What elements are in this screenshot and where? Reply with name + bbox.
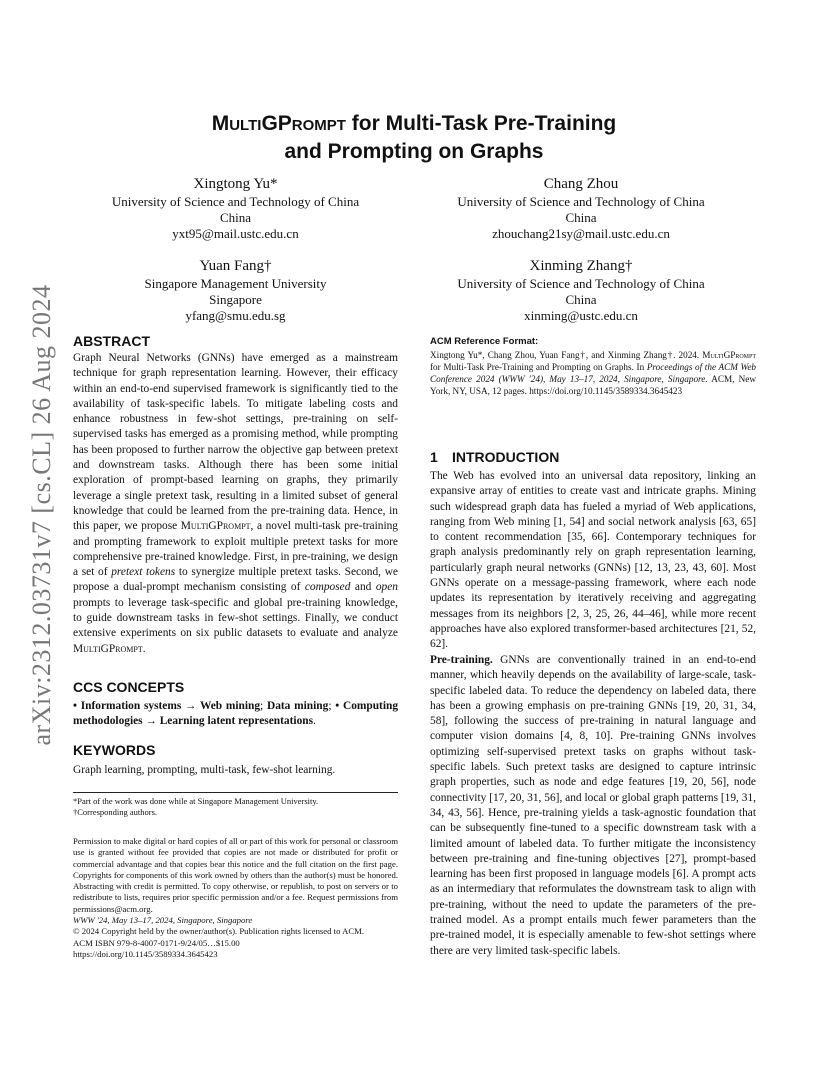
author-block-2	[418, 175, 744, 242]
abstract-body	[73, 351, 398, 657]
title-name: MultiGPrompt	[211, 112, 346, 135]
paragraph-lead: Pre-training.	[430, 654, 493, 666]
abstract-emphasis: pretext tokens	[111, 566, 176, 579]
author-affiliation: University of Science and Technology of China	[111, 194, 360, 209]
abstract-text: .	[142, 642, 146, 655]
ccs-concept: Data mining	[266, 700, 329, 712]
author-country: Singapore	[209, 292, 262, 307]
acm-ref-text: ACM, New York, NY, USA, 12 pages. https://doi.org/10.1145/3589334.3645423	[430, 374, 757, 396]
method-name: MultiGPrompt	[73, 642, 143, 655]
author-email: yxt95@mail.ustc.edu.cn	[172, 226, 299, 241]
author-email: xinming@ustc.edu.cn	[524, 308, 638, 323]
title-line1-rest: for Multi-Task Pre-Training	[345, 112, 617, 135]
acm-ref-heading: ACM Reference Format:	[430, 336, 539, 347]
author-block-3	[73, 257, 398, 324]
permission-text: Permission to make digital or hard copies of all or part of this work for personal or classroom use is granted without fee provided that copies are not made or distributed for profit or commercial advantage and that copies bear this notice and the full citation on the first page. Copyrights for components of this work owned by others than the author(s) must be honored. Abstracting with credit is permitted. To copy otherwise, or republish, to post on servers or to redistribute to lists, requires prior specific permission and/or a fee. Request permissions from permissions@acm.org.	[73, 836, 398, 914]
abstract-emphasis: composed	[304, 581, 351, 594]
author-block-4	[418, 257, 744, 324]
acm-ref-body	[430, 349, 756, 397]
author-email: zhouchang21sy@mail.ustc.edu.cn	[492, 226, 670, 241]
abstract-text: , a novel multi-task pre-training and prompting framework to exploit multiple pretext tasks for more comprehensive pre-trained knowledge. First, in pre-training, we design a set of	[73, 520, 398, 579]
acm-ref-text: Xingtong Yu*, Chang Zhou, Yuan Fang†, and Xinming Zhang†. 2024.	[430, 350, 703, 360]
author-block-1	[73, 175, 398, 242]
method-name: MultiGPrompt	[180, 520, 251, 533]
author-name: Xinming Zhang†	[529, 258, 633, 274]
author-affiliation: University of Science and Technology of China	[457, 276, 705, 291]
intro-paragraph-2	[430, 653, 756, 959]
arxiv-stamp	[27, 275, 56, 755]
keywords-heading: KEYWORDS	[73, 742, 156, 758]
ccs-sep: ;	[328, 700, 336, 712]
arxiv-id: arXiv:2312.03731v7 [cs.CL] 26 Aug 2024	[27, 284, 56, 746]
isbn: ACM ISBN 979-8-4007-0171-9/24/05…$15.00	[73, 937, 240, 948]
section-number: 1	[430, 449, 438, 465]
ccs-concept: • Information systems → Web mining	[73, 700, 261, 712]
author-name: Chang Zhou	[543, 176, 619, 192]
intro-heading	[430, 449, 756, 465]
author-name: Xingtong Yu*	[193, 176, 278, 192]
ccs-sep: .	[313, 715, 316, 728]
ccs-concept: • Computing methodologies → Learning latent representations	[73, 700, 399, 728]
venue: WWW '24, May 13–17, 2024, Singapore, Singapore	[73, 915, 253, 926]
author-affiliation: Singapore Management University	[144, 276, 327, 291]
author-country: China	[219, 210, 252, 225]
author-country: China	[565, 210, 597, 225]
permission-block	[73, 836, 398, 960]
method-name: MultiGPrompt	[702, 350, 756, 360]
paragraph-text: GNNs are conventionally trained in an end-to-end manner, which heavily depends on the availability of large-scale, task-specific labeled data. To reduce the dependency on labeled data, there has been a growing emphasis on pre-training GNNs [19, 20, 31, 34, 58], following the success of pre-training in natural language and computer vision domains [4, 8, 10]. Pre-training GNNs involves optimizing self-supervised pretext tasks on graphs without task-specific labels. Such pretext tasks are designed to capture intrinsic graph properties, such as node and edge features [19, 20, 56], node connectivity [17, 20, 31, 56], and local or global graph patterns [19, 31, 34, 43, 56]. Hence, pre-training yields a task-agnostic foundation that can be subsequently fine-tuned to a specific downstream task with a limited amount of labeled data. To further mitigate the inconsistency between pre-training and fine-tuning objectives [27], prompt-based learning has been first proposed in language models [6]. A prompt acts as an intermediary that reformulates the downstream task to align with pre-training, without the need to update the parameters of the pre-trained model. As a prompt entails much fewer parameters than the pre-trained model, it is especially amenable to few-shot settings where there are very limited task-specific labels.	[430, 654, 756, 957]
ccs-sep: ;	[260, 700, 267, 712]
footnote-rule	[73, 792, 398, 793]
abstract-text: and	[350, 581, 376, 594]
abstract-text: Graph Neural Networks (GNNs) have emerged as a mainstream technique for graph representation learning. However, their efficacy within an end-to-end supervised framework is significantly tied to the availability of task-specific labels. To mitigate labeling costs and enhance robustness in few-shot settings, pre-training on self-supervised tasks has emerged as a promising method, while prompting has been proposed to further narrow the objective gap between pretext and downstream tasks. Although there has been some initial exploration of prompt-based learning on graphs, they primarily leverage a single pretext task, resulting in a limited subset of general knowledge that could be learned from the pre-training data. Hence, in this paper, we propose	[73, 352, 398, 533]
abstract-heading: ABSTRACT	[73, 333, 150, 349]
abstract-text: prompts to leverage task-specific and global pre-training knowledge, to guide downstream tasks in few-shot settings. Finally, we conduct extensive experiments on six public datasets to evaluate and analyze	[73, 596, 398, 640]
title-line2: and Prompting on Graphs	[284, 140, 544, 163]
author-affiliation: University of Science and Technology of China	[457, 194, 705, 209]
footnote-2: †Corresponding authors.	[73, 807, 158, 817]
keywords-body: Graph learning, prompting, multi-task, few-shot learning.	[73, 764, 336, 776]
abstract-text: to synergize multiple pretext tasks. Second, we propose a dual-prompt mechanism consisting of	[73, 566, 398, 594]
author-country: China	[565, 292, 597, 307]
acm-ref-venue: Proceedings of the ACM Web Conference 2024 (WWW '24), May 13–17, 2024, Singapore, Singapore.	[430, 362, 756, 384]
ccs-body	[73, 699, 398, 730]
intro-paragraph-1: The Web has evolved into an universal data repository, linking an expansive array of entities to create vast and intricate graphs. Mining such widespread graph data has fueled a myriad of Web applications, ranging from Web mining [1, 54] and social network analysis [63, 65] to content recommendation [35, 66]. Contemporary techniques for graph analysis predominantly rely on graph representation learning, particularly graph neural networks (GNNs) [12, 13, 23, 43, 60]. Most GNNs operate on a message-passing framework, where each node updates its representation by iteratively receiving and aggregating messages from its neighbors [2, 3, 25, 26, 44–46], while more recent approaches have also explored transformer-based architectures [21, 52, 62].	[430, 470, 756, 651]
footnote-1: *Part of the work was done while at Singapore Management University.	[73, 796, 319, 806]
doi-link[interactable]: https://doi.org/10.1145/3589334.3645423	[73, 948, 218, 959]
paper-title	[0, 110, 828, 166]
author-email: yfang@smu.edu.sg	[185, 308, 286, 323]
copyright: © 2024 Copyright held by the owner/author(s). Publication rights licensed to ACM.	[73, 926, 365, 937]
ccs-heading: CCS CONCEPTS	[73, 679, 185, 695]
abstract-emphasis: open	[375, 581, 398, 594]
author-name: Yuan Fang†	[199, 258, 272, 274]
section-title: INTRODUCTION	[452, 449, 560, 465]
acm-ref-text: for Multi-Task Pre-Training and Prompting on Graphs. In	[430, 362, 647, 372]
